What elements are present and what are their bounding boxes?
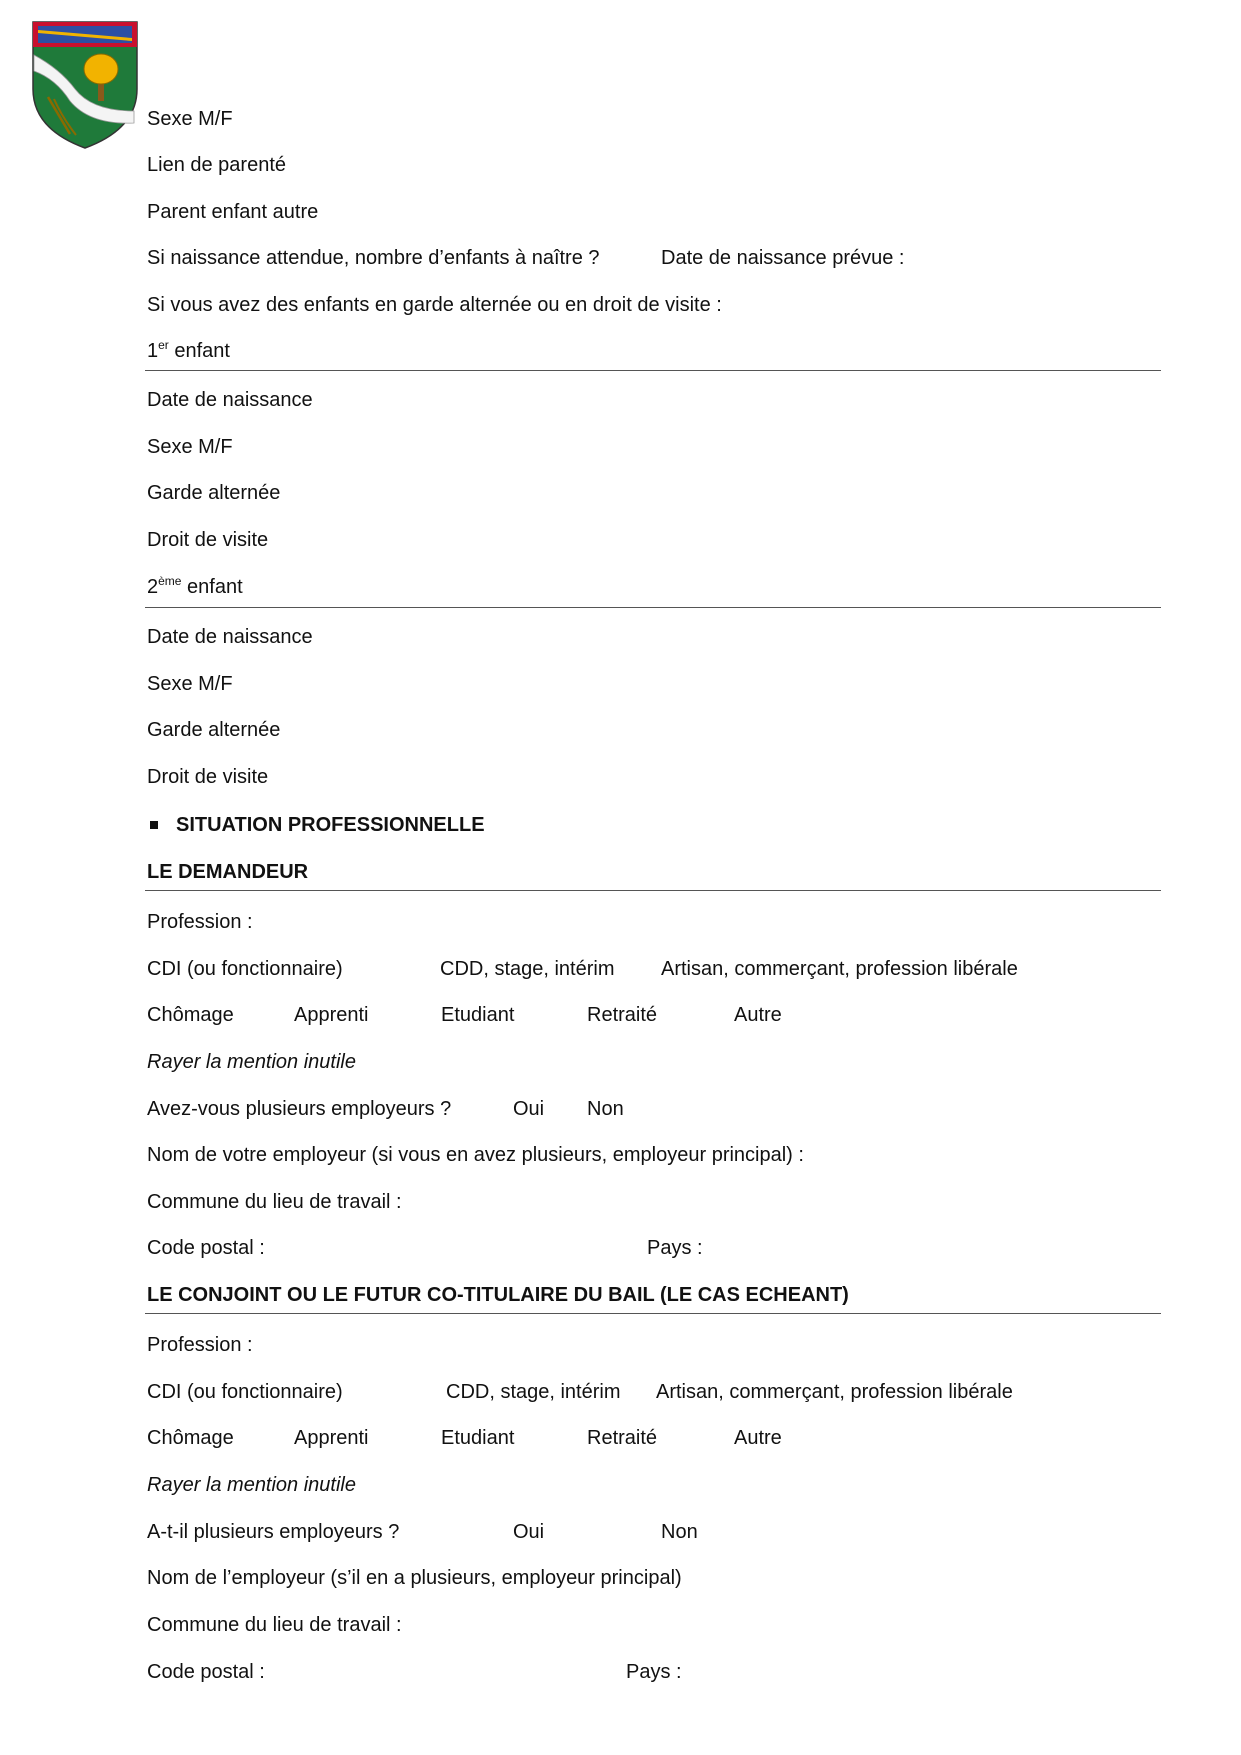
demandeur-profession-label: Profession : xyxy=(147,911,253,933)
demandeur-opt-cdi: CDI (ou fonctionnaire) xyxy=(147,958,343,980)
demandeur-opt-apprenti: Apprenti xyxy=(294,1004,369,1026)
date-naissance-prevue-label: Date de naissance prévue : xyxy=(661,247,905,269)
demandeur-opt-chomage: Chômage xyxy=(147,1004,234,1026)
child1-date-label: Date de naissance xyxy=(147,389,313,411)
child1-sexe-label: Sexe M/F xyxy=(147,436,233,458)
conjoint-profession-label: Profession : xyxy=(147,1334,253,1356)
conjoint-commune-label: Commune du lieu de travail : xyxy=(147,1614,402,1636)
sexe-label: Sexe M/F xyxy=(147,108,233,130)
garde-intro-label: Si vous avez des enfants en garde alternée ou en droit de visite : xyxy=(147,294,722,316)
conjoint-code-postal-label: Code postal : xyxy=(147,1661,265,1683)
conjoint-opt-retraite: Retraité xyxy=(587,1427,658,1449)
demandeur-heading: LE DEMANDEUR xyxy=(147,861,309,883)
demandeur-pays-label: Pays : xyxy=(647,1237,703,1259)
child1-heading: 1er enfant xyxy=(147,338,230,362)
demandeur-commune-label: Commune du lieu de travail : xyxy=(147,1191,402,1213)
demandeur-opt-etudiant: Etudiant xyxy=(441,1004,515,1026)
conjoint-opt-cdd: CDD, stage, intérim xyxy=(446,1381,621,1403)
child2-heading: 2ème enfant xyxy=(147,574,243,598)
child1-garde-label: Garde alternée xyxy=(147,482,281,504)
lien-parente-label: Lien de parenté xyxy=(147,154,287,176)
demandeur-opt-autre: Autre xyxy=(734,1004,782,1026)
demandeur-nom-employeur-label: Nom de votre employeur (si vous en avez plusieurs, employeur principal) : xyxy=(147,1144,804,1166)
divider xyxy=(145,370,1161,371)
child2-date-label: Date de naissance xyxy=(147,626,313,648)
conjoint-heading: LE CONJOINT OU LE FUTUR CO-TITULAIRE DU BAIL (LE CAS ECHEANT) xyxy=(147,1284,849,1306)
demandeur-employeurs-question: Avez-vous plusieurs employeurs ? xyxy=(147,1098,452,1120)
demandeur-opt-artisan: Artisan, commerçant, profession libérale xyxy=(661,958,1018,980)
divider xyxy=(145,1313,1161,1314)
parent-enfant-autre-label: Parent enfant autre xyxy=(147,201,319,223)
child2-garde-label: Garde alternée xyxy=(147,719,281,741)
conjoint-non: Non xyxy=(661,1521,698,1543)
demandeur-opt-retraite: Retraité xyxy=(587,1004,658,1026)
child1-droit-label: Droit de visite xyxy=(147,529,269,551)
demandeur-code-postal-label: Code postal : xyxy=(147,1237,265,1259)
naissance-attendue-label: Si naissance attendue, nombre d’enfants à naître ? xyxy=(147,247,600,269)
child2-sexe-label: Sexe M/F xyxy=(147,673,233,695)
child2-droit-label: Droit de visite xyxy=(147,766,269,788)
divider xyxy=(145,607,1161,608)
demandeur-rayer-note: Rayer la mention inutile xyxy=(147,1051,356,1073)
section-title: SITUATION PROFESSIONNELLE xyxy=(176,814,485,836)
demandeur-opt-cdd: CDD, stage, intérim xyxy=(440,958,615,980)
conjoint-opt-artisan: Artisan, commerçant, profession libérale xyxy=(656,1381,1013,1403)
conjoint-opt-chomage: Chômage xyxy=(147,1427,234,1449)
conjoint-pays-label: Pays : xyxy=(626,1661,682,1683)
demandeur-oui: Oui xyxy=(513,1098,545,1120)
municipal-coat-of-arms-icon xyxy=(30,19,140,151)
conjoint-employeurs-question: A-t-il plusieurs employeurs ? xyxy=(147,1521,400,1543)
divider xyxy=(145,890,1161,891)
conjoint-oui: Oui xyxy=(513,1521,545,1543)
conjoint-opt-autre: Autre xyxy=(734,1427,782,1449)
conjoint-rayer-note: Rayer la mention inutile xyxy=(147,1474,356,1496)
conjoint-opt-cdi: CDI (ou fonctionnaire) xyxy=(147,1381,343,1403)
conjoint-opt-apprenti: Apprenti xyxy=(294,1427,369,1449)
conjoint-nom-employeur-label: Nom de l’employeur (s’il en a plusieurs, employeur principal) xyxy=(147,1567,682,1589)
bullet-icon xyxy=(150,821,158,829)
demandeur-non: Non xyxy=(587,1098,624,1120)
conjoint-opt-etudiant: Etudiant xyxy=(441,1427,515,1449)
